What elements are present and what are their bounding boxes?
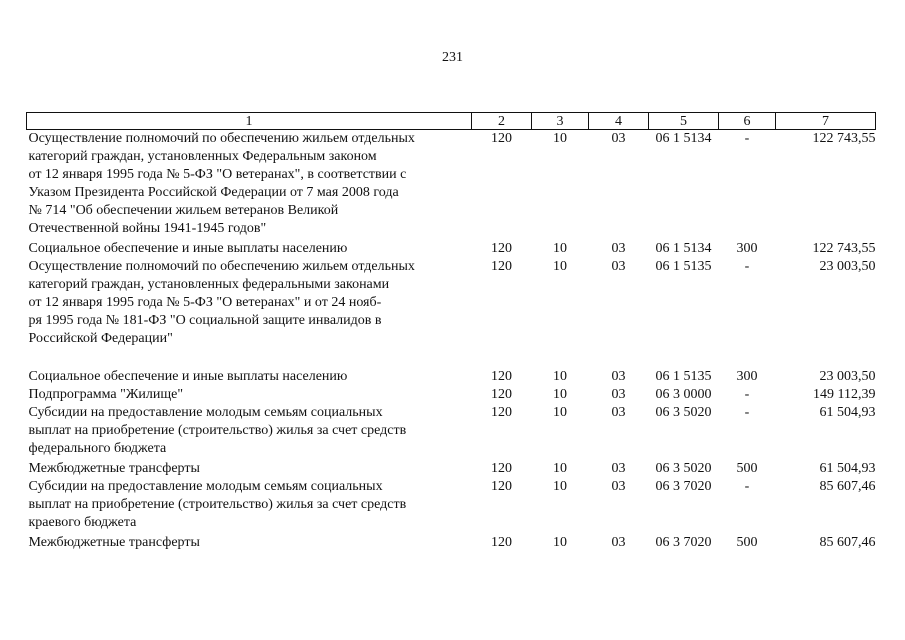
table-header xyxy=(27,113,876,130)
row-col-7: 85 607,46 xyxy=(819,479,876,494)
row-col-5: 06 1 5134 xyxy=(655,241,712,256)
table-row xyxy=(27,258,876,368)
row-col-3: 10 xyxy=(553,131,567,146)
row-col-3: 10 xyxy=(553,259,567,274)
row-col-7: 61 504,93 xyxy=(819,461,876,476)
row-col-4: 03 xyxy=(611,535,626,550)
row-col-3: 10 xyxy=(553,535,567,550)
row-col-7: 122 743,55 xyxy=(812,131,876,146)
row-col-6: - xyxy=(744,479,750,494)
row-col-5: 06 3 5020 xyxy=(655,461,712,476)
row-col-4: 03 xyxy=(611,461,626,476)
row-col-2: 120 xyxy=(491,479,512,494)
table-body xyxy=(27,130,876,553)
row-col-2: 120 xyxy=(491,259,512,274)
table-row xyxy=(27,240,876,258)
row-col-6: 300 xyxy=(736,241,758,256)
row-description: Социальное обеспечение и иные выплаты населению xyxy=(28,241,348,256)
row-col-6: - xyxy=(744,259,750,274)
row-col-3: 10 xyxy=(553,241,567,256)
row-col-4: 03 xyxy=(611,387,626,402)
row-description: Субсидии на предоставление молодым семьям социальных выплат на приобретение (строительство) жилья за счет средств федерального бюджета xyxy=(28,405,407,456)
row-col-2: 120 xyxy=(491,369,512,384)
row-col-4: 03 xyxy=(611,405,626,420)
row-col-2: 120 xyxy=(491,387,512,402)
row-col-2: 120 xyxy=(491,405,512,420)
row-col-4: 03 xyxy=(611,369,626,384)
row-col-5: 06 3 5020 xyxy=(655,405,712,420)
row-col-5: 06 3 0000 xyxy=(655,387,712,402)
row-col-4: 03 xyxy=(611,479,626,494)
row-col-6: - xyxy=(744,387,750,402)
row-col-3: 10 xyxy=(553,461,567,476)
header-col-7: 7 xyxy=(776,113,876,130)
row-col-3: 10 xyxy=(553,405,567,420)
row-col-6: - xyxy=(744,405,750,420)
row-description: Осуществление полномочий по обеспечению жильем отдельных категорий граждан, установленных Федеральным законом от 12 января 1995 года № 5-ФЗ "О ветеранах", в соответствии с Указом Президента Российской Федерации от 7 мая 2008 года № 714 "Об обеспечении жильем ветеранов Великой Отечественной войны 1941-1945 годов" xyxy=(28,131,415,236)
row-col-2: 120 xyxy=(491,535,512,550)
row-description: Межбюджетные трансферты xyxy=(28,461,200,476)
page-number: 231 xyxy=(442,50,463,65)
row-col-6: 300 xyxy=(736,369,758,384)
header-col-5: 5 xyxy=(649,113,719,130)
row-col-3: 10 xyxy=(553,369,567,384)
row-col-7: 23 003,50 xyxy=(819,369,876,384)
row-col-2: 120 xyxy=(491,241,512,256)
row-col-3: 10 xyxy=(553,387,567,402)
row-col-6: - xyxy=(744,131,750,146)
row-col-6: 500 xyxy=(736,535,758,550)
row-col-2: 120 xyxy=(491,461,512,476)
row-description: Подпрограмма "Жилище" xyxy=(28,387,184,402)
row-col-5: 06 1 5135 xyxy=(655,369,712,384)
header-col-2: 2 xyxy=(472,113,532,130)
table-row xyxy=(27,534,876,552)
table-row xyxy=(27,368,876,386)
row-col-5: 06 1 5135 xyxy=(655,259,712,274)
row-col-3: 10 xyxy=(553,479,567,494)
row-col-4: 03 xyxy=(611,131,626,146)
table-row xyxy=(27,478,876,534)
table-row xyxy=(27,404,876,460)
row-description: Социальное обеспечение и иные выплаты населению xyxy=(28,369,348,384)
header-row xyxy=(27,113,876,130)
row-col-4: 03 xyxy=(611,241,626,256)
row-col-2: 120 xyxy=(491,131,512,146)
row-description: Межбюджетные трансферты xyxy=(28,535,200,550)
table-row xyxy=(27,460,876,478)
row-col-5: 06 1 5134 xyxy=(655,131,712,146)
row-col-7: 85 607,46 xyxy=(819,535,876,550)
row-col-4: 03 xyxy=(611,259,626,274)
row-col-7: 122 743,55 xyxy=(812,241,876,256)
row-col-5: 06 3 7020 xyxy=(655,535,712,550)
header-col-4: 4 xyxy=(589,113,649,130)
header-col-6: 6 xyxy=(719,113,776,130)
header-col-1: 1 xyxy=(27,113,472,130)
row-description: Осуществление полномочий по обеспечению жильем отдельных категорий граждан, установленных федеральными законами от 12 января 1995 года № 5-ФЗ "О ветеранах" и от 24 нояб- ря 1995 года № 181-ФЗ "О социальной защите инвалидов в Российской Федерации" xyxy=(28,259,415,346)
row-col-5: 06 3 7020 xyxy=(655,479,712,494)
header-col-3: 3 xyxy=(532,113,589,130)
row-col-7: 23 003,50 xyxy=(819,259,876,274)
budget-table xyxy=(26,112,876,552)
table-row xyxy=(27,386,876,404)
row-col-6: 500 xyxy=(736,461,758,476)
row-col-7: 149 112,39 xyxy=(813,387,876,402)
row-col-7: 61 504,93 xyxy=(819,405,876,420)
table-row xyxy=(27,130,876,241)
row-description: Субсидии на предоставление молодым семьям социальных выплат на приобретение (строительство) жилья за счет средств краевого бюджета xyxy=(28,479,407,530)
